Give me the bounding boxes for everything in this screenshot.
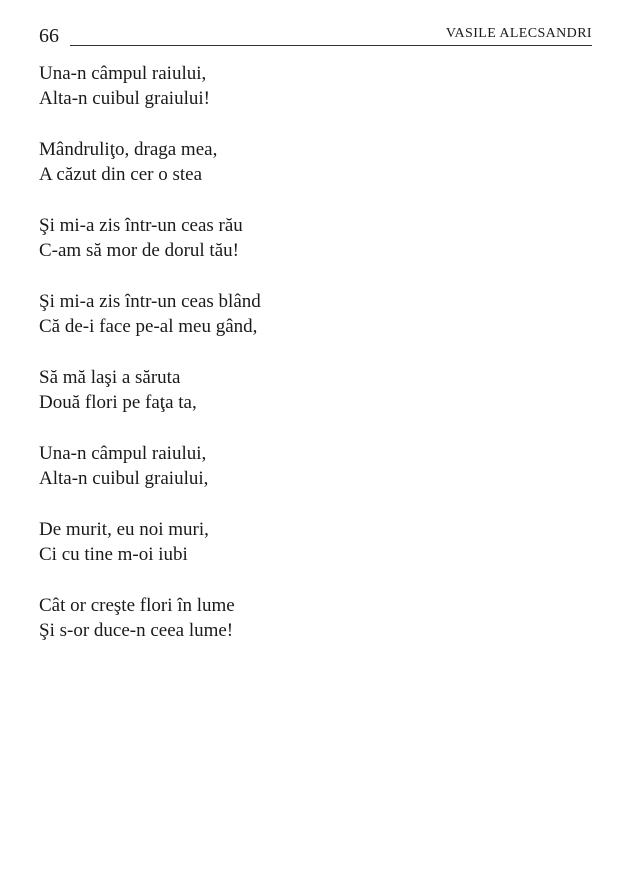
verse-line: C-am să mor de dorul tău! xyxy=(39,240,239,261)
stanza xyxy=(39,137,599,187)
stanza xyxy=(39,365,599,415)
header-rule xyxy=(70,45,592,46)
stanza xyxy=(39,213,599,263)
verse-line: Mândruliţo, draga mea, xyxy=(39,139,218,160)
verse-line: Şi mi-a zis într-un ceas rău xyxy=(39,215,243,236)
verse-line: Una-n câmpul raiului, xyxy=(39,443,207,464)
verse-line: Ci cu tine m-oi iubi xyxy=(39,544,188,565)
stanza xyxy=(39,517,599,567)
poem-body xyxy=(39,61,599,669)
running-head-author: VASILE ALECSANDRI xyxy=(442,26,592,42)
stanza xyxy=(39,289,599,339)
verse-line: Alta-n cuibul graiului! xyxy=(39,88,210,109)
verse-line: A căzut din cer o stea xyxy=(39,164,203,185)
stanza xyxy=(39,61,599,111)
page-header xyxy=(39,24,592,48)
verse-line: Că de-i face pe-al meu gând, xyxy=(39,316,258,337)
verse-line: Şi mi-a zis într-un ceas blând xyxy=(39,291,261,312)
verse-line: Cât or creşte flori în lume xyxy=(39,595,235,616)
verse-line: Alta-n cuibul graiului, xyxy=(39,468,209,489)
page-number: 66 xyxy=(39,25,59,47)
verse-line: De murit, eu noi muri, xyxy=(39,519,209,540)
stanza xyxy=(39,441,599,491)
verse-line: Una-n câmpul raiului, xyxy=(39,63,207,84)
verse-line: Două flori pe faţa ta, xyxy=(39,392,197,413)
verse-line: Şi s-or duce-n ceea lume! xyxy=(39,620,234,641)
verse-line: Să mă laşi a săruta xyxy=(39,367,181,388)
stanza xyxy=(39,593,599,643)
